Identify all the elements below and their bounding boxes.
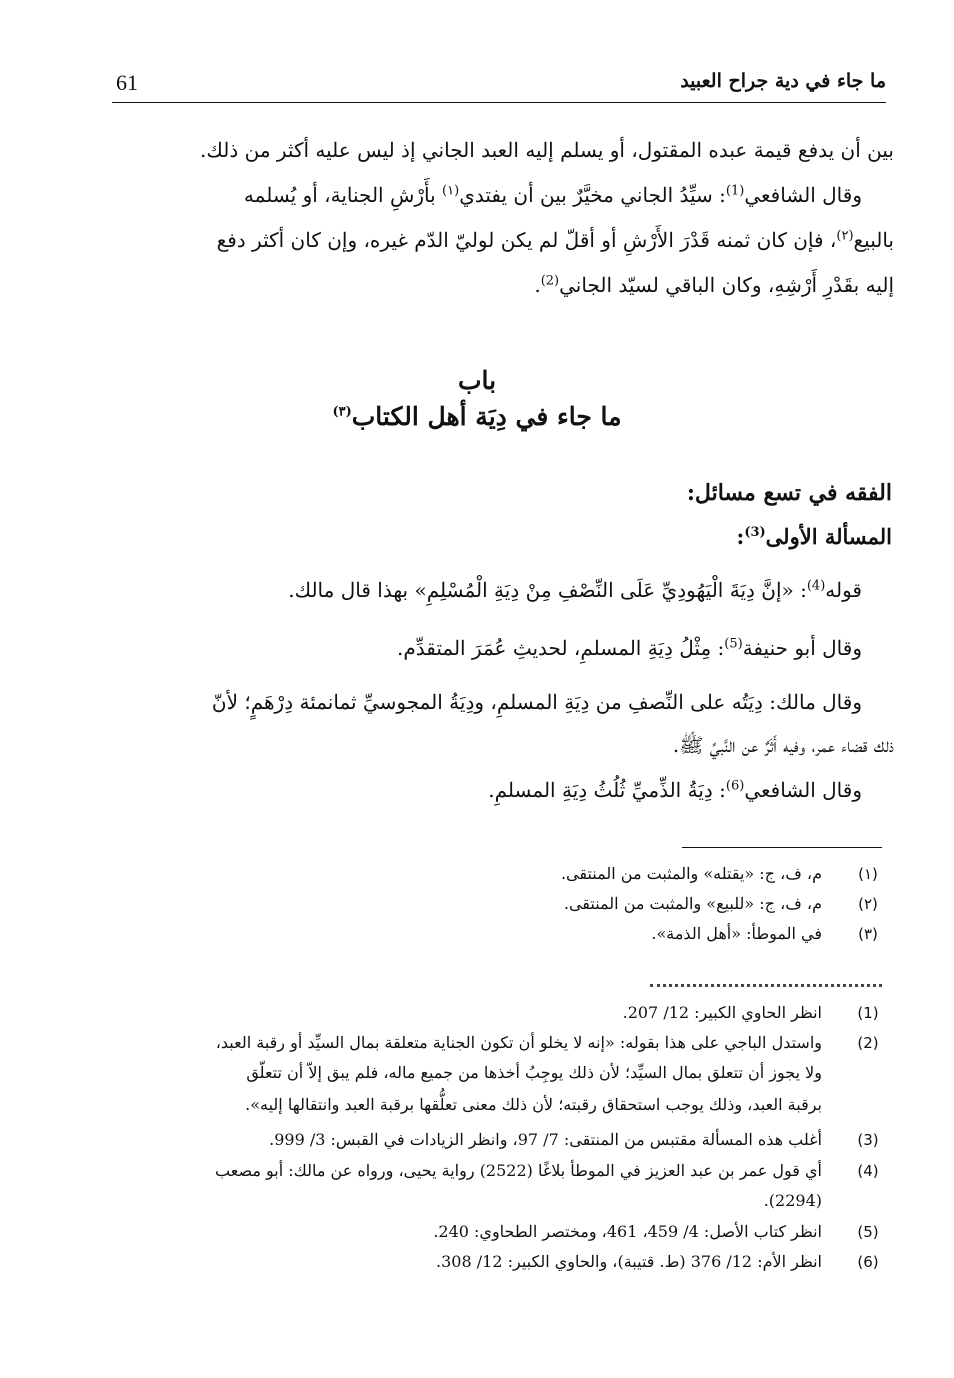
body-para-3-line-2: ذلك قضاء عمر، وفيه أَثَرٌ عن النَّبيِّ ﷺ. (672, 733, 894, 757)
footnote-ref[interactable]: (٢) (836, 228, 854, 244)
footnote-ref[interactable]: (5) (724, 636, 743, 652)
footnote-text: م، ف، ج: «للبيع» والمثبت من المنتقى. (563, 894, 822, 913)
text-line-2: وقال الشافعي$^{(1)}$: سيِّدُ الجاني مخيَّرٌ بين أن يفتدي$^{(١)}$ بأَرْشِ الجناية، أو يُسلمه (243, 183, 862, 207)
footnote-number: (2) (857, 1034, 879, 1052)
footnote-ref[interactable]: (3) (744, 525, 766, 540)
footnote-number: (5) (857, 1223, 879, 1241)
page-number: 61 (116, 70, 138, 95)
footnote-ref[interactable]: (٣) (332, 404, 352, 420)
body-para-4: وقال الشافعي$^{(6)}$: دِيَةُ الذِّميِّ ثُلُثُ دِيَةِ المسلمِ. (488, 778, 862, 802)
footnote-text: أغلب هذه المسألة مقتبس من المنتقى: 7/ 97، وانظر الزيادات في القبس: 3/ 999. (269, 1130, 822, 1149)
footnote-number: (١) (858, 865, 878, 883)
footnote-ref[interactable]: (١) (442, 183, 460, 199)
footnote-text: انظر الأم: 12/ 376 (ط. قتيبة)، والحاوي الكبير: 12/ 308. (436, 1252, 822, 1271)
text-line-3: بالبيع$^{(٢)}$، فإن كان ثمنه قَدْرَ الأَرْشِ أو أقلّ لم يكن لوليّ الدّم غيره، وإن كان أكثر دفع (216, 228, 894, 252)
footnote-ref[interactable]: (2) (540, 273, 560, 289)
body-para-2: وقال أبو حنيفة$^{(5)}$: مِثْلُ دِيَةِ المسلمِ، لحديثِ عُمَرَ المتقدِّم. (397, 636, 862, 660)
footnote-number: (1) (857, 1004, 879, 1022)
footnote-number: (٢) (858, 895, 878, 913)
footnote-text: في الموطأ: «أهل الذمة». (651, 924, 822, 943)
footnote-text-line: (2294). (763, 1191, 822, 1210)
footnote-ref[interactable]: (6) (725, 778, 745, 794)
running-title: ما جاء في دية جراح العبيد (680, 70, 886, 92)
body-para-1: قوله$^{(4)}$: «إنَّ دِيَةَ الْيَهُودِيِّ عَلَى النِّصْفِ مِنْ دِيَةِ الْمُسْلِمِ» بهذا قال مالك. (288, 578, 862, 602)
footnote-ref[interactable]: (4) (806, 578, 826, 594)
text-line-1: بين أن يدفع قيمة عبده المقتول، أو يسلم إليه العبد الجاني إذ ليس عليه أكثر من ذلك. (200, 138, 894, 162)
footnote-number: (4) (857, 1162, 879, 1180)
footnote-text: انظر الحاوي الكبير: 12/ 207. (622, 1003, 822, 1022)
body-para-3-line-1: وقال مالك: دِيَتُه على النِّصفِ من دِيَةِ المسلمِ، ودِيَةُ المجوسيِّ ثمانمئة دِرْهَمٍ؛ لأنّ (211, 690, 862, 714)
footnote-text-line: واستدل الباجي على هذا بقوله: «إنه لا يخلو أن تكون الجناية متعلقة بمال السيِّد أو رقبة العبد، (215, 1033, 822, 1052)
footnote-text: م، ف، ج: «يقتله» والمثبت من المنتقى. (560, 864, 822, 883)
footnote-text-line: برقبة العبد، وذلك يوجب استحقاق رقبته؛ لأن ذلك معنى تعلُّقها برقبة العبد وانتقالها إليه». (245, 1095, 822, 1114)
footnote-ref[interactable]: (1) (725, 183, 745, 199)
footnote-text-line: ولا يجوز أن تتعلق بمال السيِّد؛ لأن ذلك يوجِبُ أخذها من جميع ماله، فلم يبق إلاّ أن تتعلّق (246, 1063, 822, 1082)
footnote-number: (6) (857, 1253, 879, 1271)
chapter-label: باب (457, 366, 497, 395)
issue-heading: المسألة الأولى$^{(3)}$: (736, 524, 892, 549)
text-line-4: إليه بقَدْرِ أَرْشِهِ، وكان الباقي لسيّد الجاني$^{(2)}$. (534, 273, 894, 297)
footnote-text-line: أي قول عمر بن عبد العزيز في الموطأ بلاغًا (2522) رواية يحيى، ورواه عن مالك: أبو مصعب (215, 1161, 822, 1180)
chapter-title: ما جاء في دِيَة أهل الكتاب$^{(٣)}$ (332, 402, 622, 431)
footnote-separator (682, 847, 882, 848)
dotted-separator (650, 984, 882, 987)
page-header (112, 68, 886, 103)
footnote-number: (3) (857, 1131, 879, 1149)
section-heading: الفقه في تسع مسائل: (686, 480, 892, 506)
footnote-number: (٣) (858, 925, 878, 943)
footnote-text: انظر كتاب الأصل: 4/ 459، 461، ومختصر الطحاوي: 240. (433, 1222, 822, 1241)
